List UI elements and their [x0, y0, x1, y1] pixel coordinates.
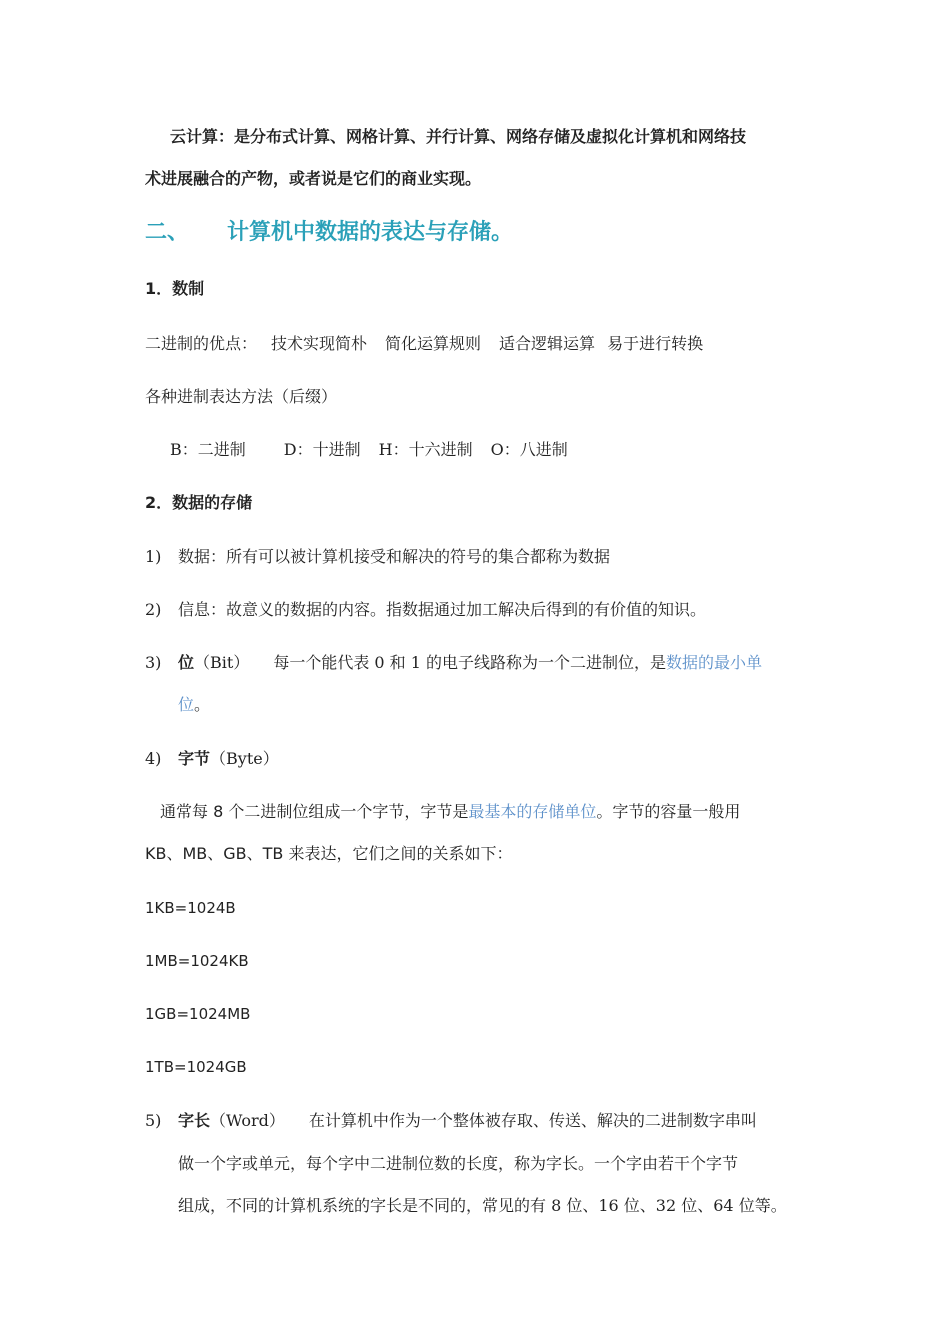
list-text: 数据：所有可以被计算机接受和解决的符号的集合都称为数据 [178, 547, 611, 566]
section-heading [145, 219, 513, 247]
highlight-min-unit: 数据的最小单 [666, 653, 763, 672]
binary-advantages [145, 333, 703, 355]
list-text: 信息：故意义的数据的内容。指数据通过加工解决后得到的有价值的知识。 [178, 600, 707, 619]
advantage-item: 简化运算规则 [385, 334, 482, 353]
unit-relation: 1MB=1024KB [145, 952, 249, 970]
byte-text-end: 。字节的容量一般用 [596, 802, 741, 821]
subsection-2-title: 2．数据的存储 [145, 493, 253, 512]
list-number: 5) [145, 1111, 162, 1130]
advantage-item: 技术实现简朴 [271, 334, 368, 353]
term-byte: 字节 [178, 749, 211, 768]
suffix-item: D：十进制 [283, 440, 361, 459]
list-text-end: 。 [194, 695, 211, 714]
list-text: 每一个能代表 0 和 1 的电子线路称为一个二进制位，是 [273, 653, 667, 672]
section-heading-number: 二、 [145, 220, 190, 245]
section-heading-title: 计算机中数据的表达与存储。 [227, 220, 514, 245]
unit-relation: 1GB=1024MB [145, 1005, 251, 1023]
suffix-item: O：八进制 [490, 440, 568, 459]
byte-text: 通常每 8 个二进制位组成一个字节，字节是 [160, 802, 469, 821]
list-item-5-line-3: 组成，不同的计算机系统的字长是不同的，常见的有 8 位、16 位、32 位、64 位等。 [178, 1196, 787, 1215]
list-number: 1) [145, 547, 162, 566]
list-item-3 [145, 652, 762, 674]
highlight-min-unit-end: 位 [178, 695, 195, 714]
subsection-1-title: 1．数制 [145, 279, 205, 298]
list-item-2 [145, 599, 706, 621]
unit-relation: 1KB=1024B [145, 899, 236, 917]
list-item-3-continued [178, 694, 210, 716]
list-item-1 [145, 546, 610, 568]
term-bit-en: （Bit） [194, 653, 250, 672]
list-item-5 [145, 1110, 757, 1132]
unit-relation: 1TB=1024GB [145, 1058, 247, 1076]
byte-paragraph-line-2: KB、MB、GB、TB 来表达，它们之间的关系如下： [145, 844, 513, 863]
suffix-item: H：十六进制 [378, 440, 473, 459]
suffix-item: B：二进制 [170, 440, 246, 459]
list-number: 2) [145, 600, 162, 619]
advantages-label: 二进制的优点： [145, 334, 258, 353]
intro-line-2: 术进展融合的产物，或者说是它们的商业实现。 [145, 169, 482, 188]
list-item-4 [145, 748, 279, 770]
intro-line-1: 云计算：是分布式计算、网格计算、并行计算、网络存储及虚拟化计算机和网络技 [170, 127, 747, 146]
methods-label: 各种进制表达方法（后缀） [145, 387, 338, 406]
term-bit: 位 [178, 653, 195, 672]
advantage-item: 易于进行转换 [607, 334, 704, 353]
list-number: 4) [145, 749, 162, 768]
list-item-5-line-2: 做一个字或单元，每个字中二进制位数的长度，称为字长。一个字由若干个字节 [178, 1154, 739, 1173]
byte-paragraph-line-1 [160, 801, 740, 823]
highlight-basic-unit: 最基本的存储单位 [468, 802, 597, 821]
list-text: 在计算机中作为一个整体被存取、传送、解决的二进制数字串叫 [308, 1111, 757, 1130]
term-word-en: （Word） [210, 1111, 285, 1130]
list-number: 3) [145, 653, 162, 672]
term-byte-en: （Byte） [210, 749, 279, 768]
term-word: 字长 [178, 1111, 211, 1130]
suffix-list [170, 439, 568, 461]
advantage-item: 适合逻辑运算 [499, 334, 596, 353]
